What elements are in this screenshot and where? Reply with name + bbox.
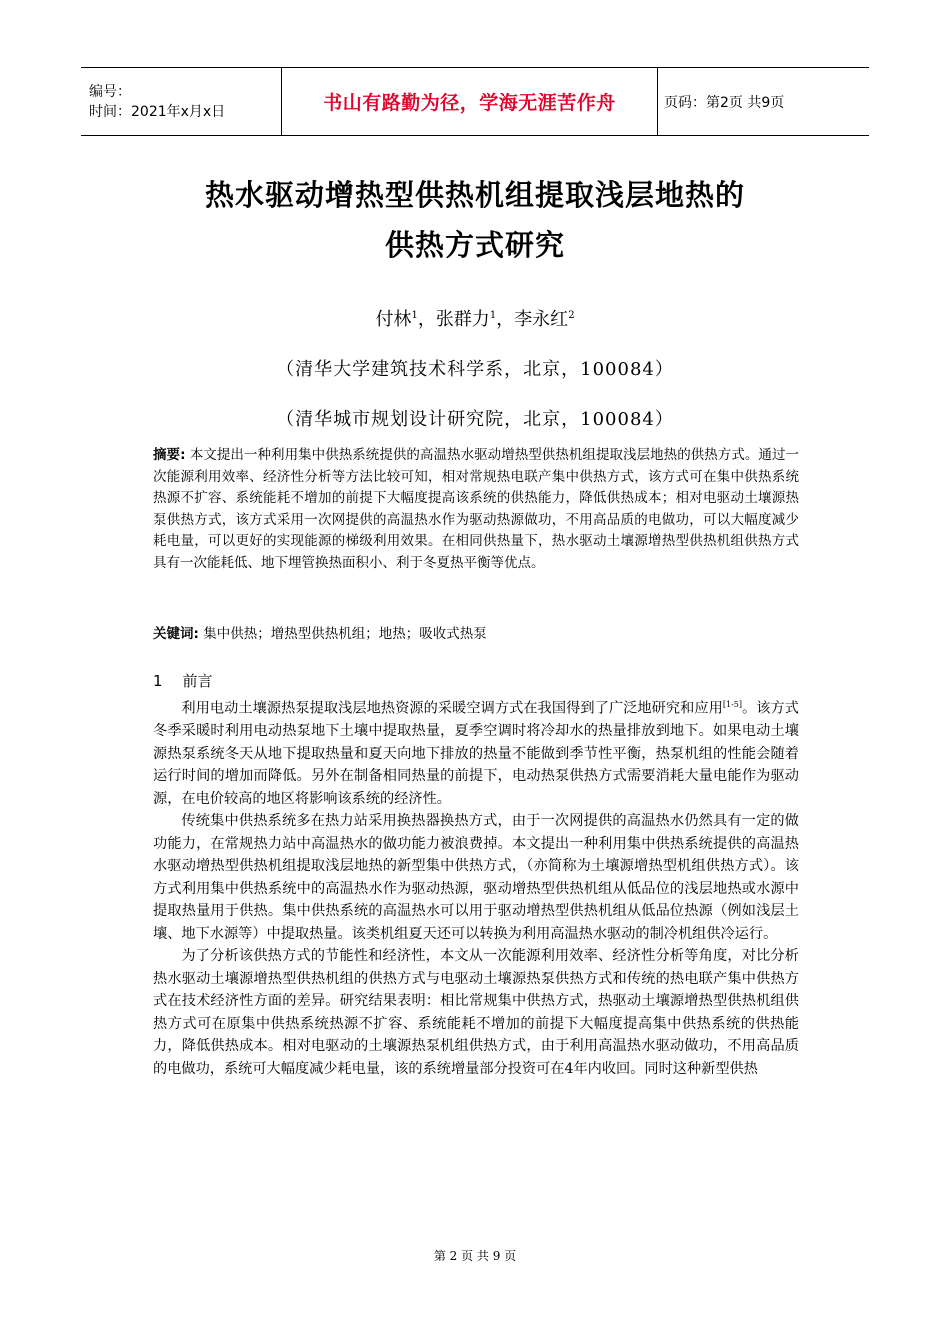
keywords-text: 集中供热；增热型供热机组；地热；吸收式热泵 xyxy=(198,626,487,642)
author-list xyxy=(0,305,950,331)
keywords-label: 关键词: xyxy=(153,626,199,642)
keywords xyxy=(153,622,799,642)
abstract-label: 摘要: xyxy=(153,447,186,463)
paragraph-text: 。该方式冬季采暖时利用电动热泵地下土壤中提取热量，夏季空调时将冷却水的热量排放到地下。如果电动土壤源热泵系统冬天从地下提取热量和夏天向地下排放的热量不能做到季节性平衡，热泵机组的性能会随着运行时间的增加而降低。另外在制备相同热量的前提下，电动热泵供热方式需要消耗大量电能作为驱动源，在电价较高的地区将影响该系统的经济性。 xyxy=(153,700,799,807)
author-2: 张群力 xyxy=(435,309,490,330)
paragraph: 传统集中供热系统多在热力站采用换热器换热方式，由于一次网提供的高温热水仍然具有一定的做功能力，在常规热力站中高温热水的做功能力被浪费掉。本文提出一种利用集中供热系统提供的高温热水驱动增热型供热机组提取浅层地热的新型集中供热方式，（亦简称为土壤源增热型机组供热方式）。该方式利用集中供热系统中的高温热水作为驱动热源，驱动增热型供热机组从低品位的浅层地热或水源中提取热量用于供热。集中供热系统的高温热水可以用于驱动增热型供热机组从低品位热源（例如浅层土壤、地下水源等）中提取热量。该类机组夏天还可以转换为利用高温热水驱动的制冷机组供冷运行。 xyxy=(153,813,799,942)
affiliation-1: （清华大学建筑技术科学系，北京，100084） xyxy=(276,359,674,380)
header-motto xyxy=(282,68,658,135)
section-title: 前言 xyxy=(182,672,213,690)
author-1-affil: 1 xyxy=(411,310,418,321)
header-date-label: 时间：2021年x月x日 xyxy=(89,103,226,120)
citation: [1-5] xyxy=(722,700,742,709)
header-number-label: 编号： xyxy=(89,83,131,100)
paragraph: 为了分析该供热方式的节能性和经济性，本文从一次能源利用效率、经济性分析等角度，对比分析热水驱动土壤源增热型供热机组的供热方式与电驱动土壤源热泵供热方式和传统的热电联产集中供热方式在技术经济性方面的差异。研究结果表明：相比常规集中供热方式，热驱动土壤源增热型供热机组供热方式可在原集中供热系统热源不扩容、系统能耗不增加的前提下大幅度提高集中供热系统的供热能力，降低供热成本。相对电驱动的土壤源热泵机组供热方式，由于利用高温热水驱动做功，不用高品质的电做功，系统可大幅度减少耗电量，该的系统增量部分投资可在4年内收回。同时这种新型供热 xyxy=(153,948,799,1077)
document-header-table xyxy=(81,67,869,136)
abstract-text: 本文提出一种利用集中供热系统提供的高温热水驱动增热型供热机组提取浅层地热的供热方式。通过一次能源利用效率、经济性分析等方法比较可知，相对常规热电联产集中供热方式，该方式可在集中供热系统热源不扩容、系统能耗不增加的前提下大幅度提高该系统的供热能力，降低供热成本；相对电驱动土壤源热泵供热方式，该方式采用一次网提供的高温热水作为驱动热源做功，不用高品质的电做功，可以大幅度减少耗电量，可以更好的实现能源的梯级利用效果。在相同供热量下，热水驱动土壤源增热型供热机组供热方式具有一次能耗低、地下埋管换热面积小、利于冬夏热平衡等优点。 xyxy=(153,447,799,571)
paragraph xyxy=(153,694,799,810)
author-separator: ， xyxy=(417,309,436,330)
section-heading xyxy=(153,670,213,691)
page-footer: 第 2 页 共 9 页 xyxy=(433,1249,517,1263)
author-1: 付林 xyxy=(375,309,412,330)
affiliation-2: （清华城市规划设计研究院，北京，100084） xyxy=(276,409,674,430)
paper-title-line2: 供热方式研究 xyxy=(384,228,565,262)
header-meta xyxy=(81,68,282,135)
author-2-affil: 1 xyxy=(489,310,497,321)
paper-title-line1: 热水驱动增热型供热机组提取浅层地热的 xyxy=(204,178,745,212)
author-3-affil: 2 xyxy=(568,310,575,321)
header-page-text: 页码：第2页 共9页 xyxy=(664,94,785,111)
section-number: 1 xyxy=(153,672,163,690)
author-3: 李永红 xyxy=(514,309,569,330)
paragraph-text: 利用电动土壤源热泵提取浅层地热资源的采暖空调方式在我国得到了广泛地研究和应用 xyxy=(181,700,723,717)
paper-title xyxy=(0,170,950,270)
author-separator: ， xyxy=(496,309,515,330)
abstract xyxy=(153,445,799,574)
header-page-label xyxy=(658,68,869,135)
body-text xyxy=(153,694,799,1080)
header-motto-text: 书山有路勤为径，学海无涯苦作舟 xyxy=(323,92,616,114)
